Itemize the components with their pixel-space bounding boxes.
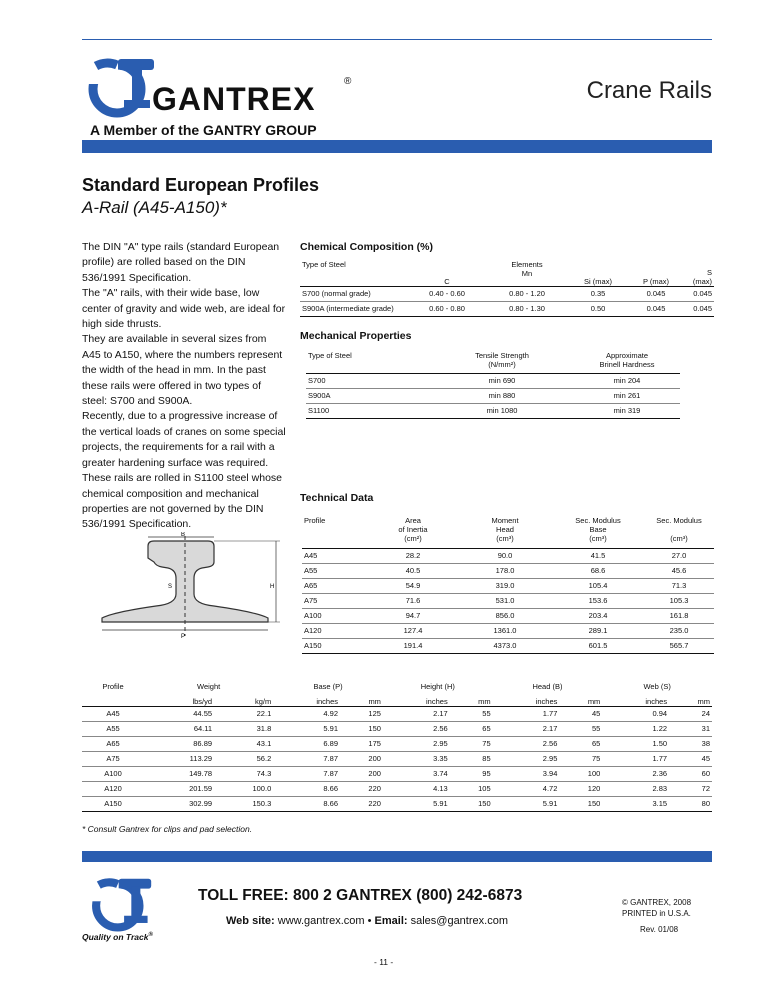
col-header: Height (H) — [420, 682, 455, 691]
cell: 191.4 — [368, 638, 458, 653]
cell: 40.5 — [368, 563, 458, 578]
web-label: Web site: — [226, 915, 275, 927]
col-header: (cm³) — [496, 534, 514, 543]
cell: 6.89 — [273, 736, 340, 751]
cell: 105.3 — [644, 593, 714, 608]
cell: 0.80 - 1.20 — [484, 286, 570, 301]
col-header: Area — [405, 516, 421, 525]
cell: 7.87 — [273, 766, 340, 781]
cell: 289.1 — [552, 623, 644, 638]
cell: A150 — [302, 638, 368, 653]
table-row — [306, 403, 680, 418]
cell: 302.99 — [144, 796, 214, 811]
table-row — [302, 593, 714, 608]
cell: 45 — [559, 706, 602, 721]
cell: 161.8 — [644, 608, 714, 623]
cell: 56.2 — [214, 751, 273, 766]
cell: 113.29 — [144, 751, 214, 766]
cell: 1.77 — [602, 751, 669, 766]
cell: 127.4 — [368, 623, 458, 638]
cell: 85 — [450, 751, 493, 766]
cell: A75 — [82, 751, 144, 766]
col-header: Type of Steel — [308, 351, 352, 360]
cell: 2.56 — [493, 736, 560, 751]
cell: 65 — [559, 736, 602, 751]
cell: S700 — [306, 373, 430, 388]
cell: 86.89 — [144, 736, 214, 751]
cell: 94.7 — [368, 608, 458, 623]
col-header: Sec. Modulus — [656, 516, 702, 525]
table-row — [300, 301, 714, 316]
col-header: (cm³) — [670, 534, 688, 543]
cell: S900A — [306, 388, 430, 403]
tagline-mark: ® — [148, 932, 153, 939]
label-p: P — [181, 634, 186, 640]
table-row — [82, 736, 712, 751]
cell: A65 — [302, 578, 368, 593]
page-subtitle: A-Rail (A45-A150)* — [82, 198, 227, 217]
cell: 45.6 — [644, 563, 714, 578]
col-header: Head (B) — [532, 682, 563, 691]
cell: 24 — [669, 706, 712, 721]
cell: 0.35 — [570, 286, 626, 301]
col-header: Sec. Modulus — [575, 516, 621, 525]
col-header: S (max) — [692, 267, 712, 286]
cell: 4.72 — [493, 781, 560, 796]
col-header: Elements — [511, 260, 543, 269]
cell: 0.40 - 0.60 — [410, 286, 484, 301]
cell: 27.0 — [644, 548, 714, 563]
cell: 153.6 — [552, 593, 644, 608]
email-label: Email: — [374, 915, 408, 927]
cell: 105.4 — [552, 578, 644, 593]
col-header: C — [444, 276, 450, 286]
cell: 3.74 — [383, 766, 450, 781]
cell: 5.91 — [273, 721, 340, 736]
unit-header: mm — [478, 696, 491, 706]
cell: 178.0 — [458, 563, 552, 578]
cell: 565.7 — [644, 638, 714, 653]
col-header: Approximate — [605, 351, 649, 360]
section-title: Crane Rails — [586, 77, 712, 104]
table-row — [306, 388, 680, 403]
table-row — [302, 548, 714, 563]
header-blue-bar — [82, 140, 712, 153]
cell: 22.1 — [214, 706, 273, 721]
cell: S900A (intermediate grade) — [300, 301, 410, 316]
col-header: Base (P) — [313, 682, 343, 691]
cell: 150 — [450, 796, 493, 811]
cell: 220 — [340, 796, 383, 811]
cell: A65 — [82, 736, 144, 751]
cell: 856.0 — [458, 608, 552, 623]
cell: S700 (normal grade) — [300, 286, 410, 301]
cell: min 1080 — [430, 403, 574, 418]
dimensions-table — [82, 682, 712, 812]
cell: 71.6 — [368, 593, 458, 608]
cell: 0.045 — [686, 301, 714, 316]
cell: 3.15 — [602, 796, 669, 811]
table-row — [302, 608, 714, 623]
chemical-title: Chemical Composition (%) — [300, 241, 434, 253]
cell: 74.3 — [214, 766, 273, 781]
cell: 45 — [669, 751, 712, 766]
cell: 28.2 — [368, 548, 458, 563]
cell: 1.50 — [602, 736, 669, 751]
cell: min 261 — [574, 388, 680, 403]
unit-header: inches — [645, 696, 668, 706]
cell: 0.50 — [570, 301, 626, 316]
unit-header: mm — [587, 696, 601, 706]
technical-title: Technical Data — [300, 492, 374, 504]
footer-blue-bar — [82, 851, 712, 862]
col-header: (cm³) — [589, 534, 607, 543]
cell: A45 — [302, 548, 368, 563]
cell: 38 — [669, 736, 712, 751]
cell: 201.59 — [144, 781, 214, 796]
table-row — [302, 563, 714, 578]
top-rule — [82, 39, 712, 40]
table-row — [82, 766, 712, 781]
cell: 235.0 — [644, 623, 714, 638]
col-header: Si (max) — [584, 276, 612, 286]
cell: 41.5 — [552, 548, 644, 563]
tagline-text: Quality on Track — [82, 932, 149, 942]
col-header: Brinell Hardness — [599, 360, 655, 369]
cell: 175 — [340, 736, 383, 751]
col-header: P (max) — [642, 276, 670, 286]
table-row — [82, 721, 712, 736]
page-number: - 11 - — [374, 957, 394, 967]
intro-text — [82, 240, 287, 533]
table-row — [300, 286, 714, 301]
cell: 55 — [559, 721, 602, 736]
cell: 75 — [559, 751, 602, 766]
rail-profile-diagram — [96, 532, 286, 644]
unit-header: inches — [426, 696, 448, 706]
registered-mark: ® — [344, 76, 352, 87]
cell: 7.87 — [273, 751, 340, 766]
tagline — [82, 932, 153, 942]
technical-table — [302, 516, 714, 654]
col-header: Type of Steel — [302, 260, 346, 269]
col-header: Moment — [491, 516, 519, 525]
intro-paragraph: Recently, due to a progressive increase of the vertical loads of cranes on some special projects, the requirements for a rail with a greater hardening surface was required. These rails are rolled in S1100 steel whose chemical composition and mechanical properties are not governed by the DIN 536/1991 Specification. — [82, 410, 286, 531]
cell: 100 — [559, 766, 602, 781]
label-s: S — [168, 584, 173, 590]
cell: 0.045 — [626, 301, 686, 316]
unit-header: mm — [368, 696, 381, 706]
cell: 100.0 — [214, 781, 273, 796]
col-header: Profile — [304, 516, 326, 525]
cell: A55 — [302, 563, 368, 578]
table-row — [82, 751, 712, 766]
cell: 601.5 — [552, 638, 644, 653]
toll-free: TOLL FREE: 800 2 GANTREX (800) 242-6873 — [198, 887, 523, 904]
cell: 200 — [340, 751, 383, 766]
cell: 1.22 — [602, 721, 669, 736]
table-row — [302, 638, 714, 653]
cell: A120 — [82, 781, 144, 796]
intro-paragraph: The "A" rails, with their wide base, low center of gravity and wide web, are ideal for high side thrusts. — [82, 287, 286, 331]
cell: 0.80 - 1.30 — [484, 301, 570, 316]
cell: 90.0 — [458, 548, 552, 563]
revision: Rev. 01/08 — [640, 925, 679, 934]
footnote: * Consult Gantrex for clips and pad selection. — [82, 824, 253, 834]
cell: 80 — [669, 796, 712, 811]
cell: A100 — [302, 608, 368, 623]
cell: 1.77 — [493, 706, 560, 721]
cell: 4.13 — [383, 781, 450, 796]
table-row — [306, 373, 680, 388]
col-header: of Inertia — [398, 525, 428, 534]
label-h: H — [270, 584, 275, 590]
table-row — [82, 796, 712, 811]
cell: 0.94 — [602, 706, 669, 721]
col-header: Head — [496, 525, 514, 534]
cell: 2.36 — [602, 766, 669, 781]
cell: 31 — [669, 721, 712, 736]
cell: A100 — [82, 766, 144, 781]
cell: A120 — [302, 623, 368, 638]
cell: 0.045 — [686, 286, 714, 301]
cell: A55 — [82, 721, 144, 736]
cell: 3.94 — [493, 766, 560, 781]
chemical-table — [300, 260, 714, 317]
cell: 60 — [669, 766, 712, 781]
table-row — [82, 706, 712, 721]
cell: 105 — [450, 781, 493, 796]
cell: 220 — [340, 781, 383, 796]
cell: A75 — [302, 593, 368, 608]
cell: 75 — [450, 736, 493, 751]
cell: 54.9 — [368, 578, 458, 593]
cell: 31.8 — [214, 721, 273, 736]
cell: 2.95 — [493, 751, 560, 766]
page-title: Standard European Profiles — [82, 175, 320, 195]
table-row — [302, 623, 714, 638]
cell: 8.66 — [273, 796, 340, 811]
cell: 125 — [340, 706, 383, 721]
contact-line — [226, 915, 508, 927]
cell: 203.4 — [552, 608, 644, 623]
cell: S1100 — [306, 403, 430, 418]
col-header: (N/mm²) — [488, 360, 516, 369]
cell: min 880 — [430, 388, 574, 403]
cell: 150 — [340, 721, 383, 736]
cell: 0.60 - 0.80 — [410, 301, 484, 316]
intro-paragraph: They are available in several sizes from A45 to A150, where the numbers represent the width of the head in mm. In the past these rails were offered in two types of steel: S700 and S900A. — [82, 333, 283, 408]
member-line: A Member of the GANTRY GROUP — [90, 122, 317, 138]
brand-name: GANTREX — [152, 81, 316, 117]
cell: 200 — [340, 766, 383, 781]
copyright: © GANTREX, 2008 — [622, 898, 692, 907]
cell: 72 — [669, 781, 712, 796]
cell: 0.045 — [626, 286, 686, 301]
col-header: Web (S) — [643, 682, 671, 691]
gantrex-footer-logo-icon — [84, 876, 166, 932]
cell: A45 — [82, 706, 144, 721]
cell: 2.83 — [602, 781, 669, 796]
cell: 1361.0 — [458, 623, 552, 638]
cell: 150.3 — [214, 796, 273, 811]
copyright-block — [622, 897, 691, 919]
cell: 2.17 — [493, 721, 560, 736]
cell: 5.91 — [493, 796, 560, 811]
printed: PRINTED in U.S.A. — [622, 909, 691, 918]
cell: 120 — [559, 781, 602, 796]
col-header: Tensile Strength — [475, 351, 529, 360]
cell: 71.3 — [644, 578, 714, 593]
mechanical-title: Mechanical Properties — [300, 330, 412, 342]
cell: 43.1 — [214, 736, 273, 751]
cell: 64.11 — [144, 721, 214, 736]
label-b: B — [181, 532, 186, 538]
web-link[interactable]: www.gantrex.com • — [274, 915, 375, 927]
col-header: Profile — [102, 682, 124, 691]
col-header: (cm²) — [404, 534, 422, 543]
col-header: Base — [589, 525, 607, 534]
cell: 2.17 — [383, 706, 450, 721]
cell: 3.35 — [383, 751, 450, 766]
email-link[interactable]: sales@gantrex.com — [407, 915, 508, 927]
unit-header: lbs/yd — [192, 696, 213, 706]
intro-paragraph: The DIN "A" type rails (standard European profile) are rolled based on the DIN 536/1991 Specification. — [82, 241, 280, 284]
cell: 5.91 — [383, 796, 450, 811]
col-header: Mn — [521, 269, 533, 278]
unit-header: mm — [697, 696, 710, 706]
unit-header: inches — [535, 696, 558, 706]
cell: 65 — [450, 721, 493, 736]
cell: 2.95 — [383, 736, 450, 751]
cell: 95 — [450, 766, 493, 781]
cell: A150 — [82, 796, 144, 811]
table-row — [82, 781, 712, 796]
unit-header: inches — [316, 696, 339, 706]
cell: min 319 — [574, 403, 680, 418]
cell: min 690 — [430, 373, 574, 388]
mechanical-table — [306, 351, 680, 419]
cell: 531.0 — [458, 593, 552, 608]
unit-header: kg/m — [254, 696, 272, 706]
col-header: Weight — [197, 682, 221, 691]
cell: 2.56 — [383, 721, 450, 736]
table-row — [302, 578, 714, 593]
cell: 55 — [450, 706, 493, 721]
cell: 44.55 — [144, 706, 214, 721]
cell: 149.78 — [144, 766, 214, 781]
cell: 68.6 — [552, 563, 644, 578]
cell: min 204 — [574, 373, 680, 388]
cell: 319.0 — [458, 578, 552, 593]
cell: 4.92 — [273, 706, 340, 721]
cell: 4373.0 — [458, 638, 552, 653]
cell: 150 — [559, 796, 602, 811]
cell: 8.66 — [273, 781, 340, 796]
unit-header — [82, 692, 144, 706]
